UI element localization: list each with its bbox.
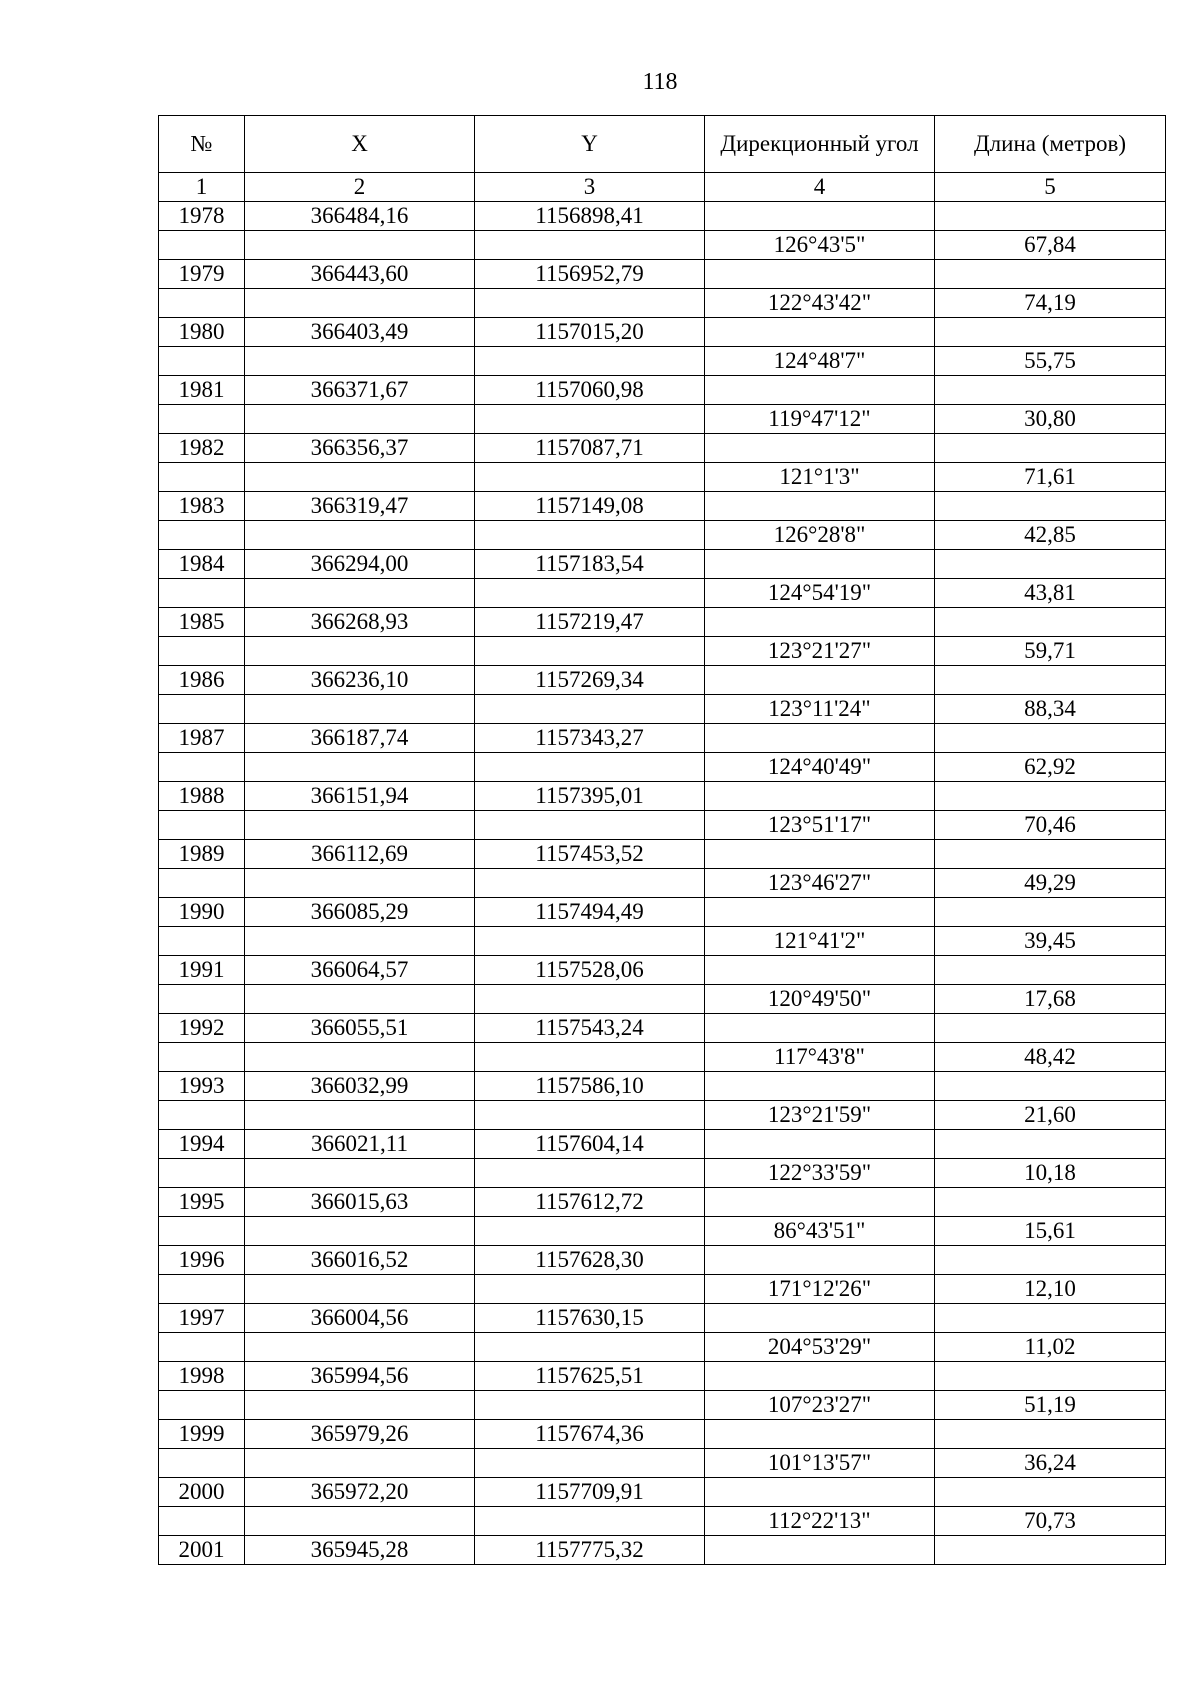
point-number-cell <box>159 637 245 666</box>
length-cell <box>935 318 1166 347</box>
length-cell <box>935 550 1166 579</box>
table-row <box>159 1246 1166 1275</box>
table-row <box>159 1159 1166 1188</box>
table-row <box>159 1420 1166 1449</box>
length-cell: 39,45 <box>935 927 1166 956</box>
table-row <box>159 318 1166 347</box>
point-number-cell <box>159 463 245 492</box>
x-coordinate-cell <box>245 927 475 956</box>
point-number-cell <box>159 579 245 608</box>
y-coordinate-cell: 1157709,91 <box>475 1478 705 1507</box>
y-coordinate-cell <box>475 463 705 492</box>
header-direction-angle: Дирекционный угол <box>705 116 935 173</box>
table-row <box>159 985 1166 1014</box>
direction-angle-cell <box>705 608 935 637</box>
direction-angle-cell: 121°41'2" <box>705 927 935 956</box>
table-row <box>159 666 1166 695</box>
y-coordinate-cell: 1157060,98 <box>475 376 705 405</box>
direction-angle-cell <box>705 1072 935 1101</box>
y-coordinate-cell <box>475 521 705 550</box>
length-cell <box>935 840 1166 869</box>
length-cell <box>935 1014 1166 1043</box>
length-cell: 70,46 <box>935 811 1166 840</box>
x-coordinate-cell <box>245 289 475 318</box>
y-coordinate-cell: 1157775,32 <box>475 1536 705 1565</box>
point-number-cell: 1979 <box>159 260 245 289</box>
point-number-cell: 1985 <box>159 608 245 637</box>
y-coordinate-cell: 1156952,79 <box>475 260 705 289</box>
length-cell: 43,81 <box>935 579 1166 608</box>
x-coordinate-cell: 366356,37 <box>245 434 475 463</box>
direction-angle-cell: 123°21'59" <box>705 1101 935 1130</box>
length-cell <box>935 724 1166 753</box>
x-coordinate-cell <box>245 1507 475 1536</box>
direction-angle-cell <box>705 318 935 347</box>
x-coordinate-cell: 365945,28 <box>245 1536 475 1565</box>
x-coordinate-cell: 366064,57 <box>245 956 475 985</box>
table-row <box>159 869 1166 898</box>
point-number-cell: 1987 <box>159 724 245 753</box>
x-coordinate-cell: 366021,11 <box>245 1130 475 1159</box>
direction-angle-cell: 123°21'27" <box>705 637 935 666</box>
direction-angle-cell: 119°47'12" <box>705 405 935 434</box>
table-row <box>159 1304 1166 1333</box>
y-coordinate-cell <box>475 1333 705 1362</box>
direction-angle-cell: 101°13'57" <box>705 1449 935 1478</box>
y-coordinate-cell <box>475 289 705 318</box>
y-coordinate-cell <box>475 1275 705 1304</box>
direction-angle-cell <box>705 840 935 869</box>
x-coordinate-cell: 366187,74 <box>245 724 475 753</box>
direction-angle-cell: 123°11'24" <box>705 695 935 724</box>
direction-angle-cell <box>705 1420 935 1449</box>
direction-angle-cell: 121°1'3" <box>705 463 935 492</box>
x-coordinate-cell <box>245 1391 475 1420</box>
y-coordinate-cell: 1157674,36 <box>475 1420 705 1449</box>
x-coordinate-cell <box>245 869 475 898</box>
direction-angle-cell: 86°43'51" <box>705 1217 935 1246</box>
x-coordinate-cell <box>245 1043 475 1072</box>
page-number: 118 <box>642 69 678 95</box>
length-cell <box>935 1536 1166 1565</box>
table-row <box>159 840 1166 869</box>
x-coordinate-cell <box>245 463 475 492</box>
table-row <box>159 724 1166 753</box>
length-cell: 30,80 <box>935 405 1166 434</box>
x-coordinate-cell: 366085,29 <box>245 898 475 927</box>
y-coordinate-cell <box>475 579 705 608</box>
y-coordinate-cell: 1157586,10 <box>475 1072 705 1101</box>
y-coordinate-cell: 1157219,47 <box>475 608 705 637</box>
y-coordinate-cell: 1157543,24 <box>475 1014 705 1043</box>
y-coordinate-cell <box>475 869 705 898</box>
column-number: 4 <box>705 173 935 202</box>
y-coordinate-cell <box>475 985 705 1014</box>
table-row <box>159 1130 1166 1159</box>
length-cell: 70,73 <box>935 1507 1166 1536</box>
length-cell: 55,75 <box>935 347 1166 376</box>
table-row <box>159 231 1166 260</box>
y-coordinate-cell <box>475 1391 705 1420</box>
y-coordinate-cell: 1157494,49 <box>475 898 705 927</box>
point-number-cell <box>159 869 245 898</box>
y-coordinate-cell <box>475 1507 705 1536</box>
table-row <box>159 202 1166 231</box>
point-number-cell: 1984 <box>159 550 245 579</box>
column-number-row <box>159 173 1166 202</box>
table-row <box>159 463 1166 492</box>
length-cell <box>935 1188 1166 1217</box>
table-row <box>159 898 1166 927</box>
x-coordinate-cell <box>245 1275 475 1304</box>
direction-angle-cell <box>705 1246 935 1275</box>
length-cell <box>935 1304 1166 1333</box>
y-coordinate-cell: 1157183,54 <box>475 550 705 579</box>
direction-angle-cell: 112°22'13" <box>705 1507 935 1536</box>
length-cell <box>935 1130 1166 1159</box>
point-number-cell <box>159 1101 245 1130</box>
direction-angle-cell: 120°49'50" <box>705 985 935 1014</box>
length-cell <box>935 1362 1166 1391</box>
x-coordinate-cell: 366403,49 <box>245 318 475 347</box>
point-number-cell: 1992 <box>159 1014 245 1043</box>
point-number-cell <box>159 695 245 724</box>
table-row <box>159 1362 1166 1391</box>
x-coordinate-cell <box>245 811 475 840</box>
y-coordinate-cell: 1157015,20 <box>475 318 705 347</box>
direction-angle-cell <box>705 376 935 405</box>
y-coordinate-cell <box>475 1449 705 1478</box>
y-coordinate-cell: 1157269,34 <box>475 666 705 695</box>
length-cell <box>935 956 1166 985</box>
header-y: Y <box>475 116 705 173</box>
y-coordinate-cell <box>475 1217 705 1246</box>
point-number-cell <box>159 405 245 434</box>
table-body <box>159 202 1166 1565</box>
direction-angle-cell <box>705 782 935 811</box>
y-coordinate-cell: 1157604,14 <box>475 1130 705 1159</box>
y-coordinate-cell: 1156898,41 <box>475 202 705 231</box>
point-number-cell <box>159 985 245 1014</box>
length-cell: 17,68 <box>935 985 1166 1014</box>
x-coordinate-cell: 366319,47 <box>245 492 475 521</box>
x-coordinate-cell: 366294,00 <box>245 550 475 579</box>
length-cell <box>935 492 1166 521</box>
direction-angle-cell: 123°51'17" <box>705 811 935 840</box>
y-coordinate-cell <box>475 231 705 260</box>
length-cell <box>935 1246 1166 1275</box>
table-row <box>159 1536 1166 1565</box>
point-number-cell <box>159 1391 245 1420</box>
x-coordinate-cell <box>245 1101 475 1130</box>
direction-angle-cell: 124°40'49" <box>705 753 935 782</box>
x-coordinate-cell: 366371,67 <box>245 376 475 405</box>
point-number-cell: 1988 <box>159 782 245 811</box>
length-cell: 49,29 <box>935 869 1166 898</box>
length-cell <box>935 666 1166 695</box>
point-number-cell <box>159 753 245 782</box>
x-coordinate-cell <box>245 637 475 666</box>
header-x: X <box>245 116 475 173</box>
point-number-cell: 1978 <box>159 202 245 231</box>
y-coordinate-cell: 1157628,30 <box>475 1246 705 1275</box>
length-cell <box>935 260 1166 289</box>
point-number-cell <box>159 347 245 376</box>
x-coordinate-cell: 365994,56 <box>245 1362 475 1391</box>
direction-angle-cell: 123°46'27" <box>705 869 935 898</box>
x-coordinate-cell: 365972,20 <box>245 1478 475 1507</box>
x-coordinate-cell <box>245 579 475 608</box>
length-cell <box>935 898 1166 927</box>
length-cell: 42,85 <box>935 521 1166 550</box>
table-row <box>159 1275 1166 1304</box>
column-number: 5 <box>935 173 1166 202</box>
length-cell <box>935 1072 1166 1101</box>
y-coordinate-cell <box>475 927 705 956</box>
direction-angle-cell <box>705 724 935 753</box>
table-row <box>159 1014 1166 1043</box>
x-coordinate-cell: 365979,26 <box>245 1420 475 1449</box>
x-coordinate-cell: 366016,52 <box>245 1246 475 1275</box>
table-row <box>159 1507 1166 1536</box>
length-cell: 12,10 <box>935 1275 1166 1304</box>
x-coordinate-cell <box>245 985 475 1014</box>
y-coordinate-cell: 1157625,51 <box>475 1362 705 1391</box>
point-number-cell <box>159 1333 245 1362</box>
point-number-cell <box>159 1449 245 1478</box>
table-row <box>159 1043 1166 1072</box>
x-coordinate-cell: 366268,93 <box>245 608 475 637</box>
direction-angle-cell <box>705 1478 935 1507</box>
x-coordinate-cell <box>245 695 475 724</box>
x-coordinate-cell <box>245 1449 475 1478</box>
point-number-cell <box>159 1507 245 1536</box>
x-coordinate-cell: 366484,16 <box>245 202 475 231</box>
point-number-cell <box>159 1043 245 1072</box>
point-number-cell <box>159 1275 245 1304</box>
direction-angle-cell <box>705 1536 935 1565</box>
point-number-cell <box>159 1217 245 1246</box>
length-cell: 71,61 <box>935 463 1166 492</box>
x-coordinate-cell <box>245 347 475 376</box>
y-coordinate-cell: 1157149,08 <box>475 492 705 521</box>
x-coordinate-cell <box>245 1333 475 1362</box>
table-row <box>159 1072 1166 1101</box>
x-coordinate-cell: 366112,69 <box>245 840 475 869</box>
direction-angle-cell <box>705 1188 935 1217</box>
direction-angle-cell <box>705 202 935 231</box>
direction-angle-cell <box>705 956 935 985</box>
point-number-cell: 1989 <box>159 840 245 869</box>
y-coordinate-cell <box>475 347 705 376</box>
table-row <box>159 579 1166 608</box>
table-header-row <box>159 116 1166 173</box>
point-number-cell <box>159 927 245 956</box>
table-row <box>159 1333 1166 1362</box>
table-row <box>159 753 1166 782</box>
direction-angle-cell <box>705 492 935 521</box>
length-cell: 67,84 <box>935 231 1166 260</box>
table-row <box>159 1478 1166 1507</box>
y-coordinate-cell <box>475 1159 705 1188</box>
y-coordinate-cell: 1157395,01 <box>475 782 705 811</box>
table-row <box>159 434 1166 463</box>
length-cell <box>935 376 1166 405</box>
x-coordinate-cell: 366055,51 <box>245 1014 475 1043</box>
direction-angle-cell: 204°53'29" <box>705 1333 935 1362</box>
length-cell: 62,92 <box>935 753 1166 782</box>
point-number-cell: 1996 <box>159 1246 245 1275</box>
direction-angle-cell <box>705 1304 935 1333</box>
table-row <box>159 492 1166 521</box>
table-row <box>159 927 1166 956</box>
direction-angle-cell: 107°23'27" <box>705 1391 935 1420</box>
point-number-cell: 2001 <box>159 1536 245 1565</box>
point-number-cell: 1991 <box>159 956 245 985</box>
y-coordinate-cell <box>475 1101 705 1130</box>
direction-angle-cell: 126°43'5" <box>705 231 935 260</box>
table-row <box>159 1217 1166 1246</box>
direction-angle-cell: 117°43'8" <box>705 1043 935 1072</box>
point-number-cell <box>159 1159 245 1188</box>
length-cell: 21,60 <box>935 1101 1166 1130</box>
table-row <box>159 376 1166 405</box>
direction-angle-cell <box>705 666 935 695</box>
x-coordinate-cell <box>245 1217 475 1246</box>
column-number: 2 <box>245 173 475 202</box>
y-coordinate-cell <box>475 811 705 840</box>
x-coordinate-cell: 366032,99 <box>245 1072 475 1101</box>
y-coordinate-cell: 1157612,72 <box>475 1188 705 1217</box>
x-coordinate-cell: 366004,56 <box>245 1304 475 1333</box>
point-number-cell: 1997 <box>159 1304 245 1333</box>
point-number-cell <box>159 521 245 550</box>
table-row <box>159 260 1166 289</box>
y-coordinate-cell: 1157528,06 <box>475 956 705 985</box>
length-cell <box>935 608 1166 637</box>
direction-angle-cell <box>705 434 935 463</box>
y-coordinate-cell <box>475 753 705 782</box>
table-row <box>159 1449 1166 1478</box>
length-cell: 11,02 <box>935 1333 1166 1362</box>
direction-angle-cell <box>705 260 935 289</box>
x-coordinate-cell <box>245 1159 475 1188</box>
length-cell: 36,24 <box>935 1449 1166 1478</box>
table-row <box>159 811 1166 840</box>
table-row <box>159 695 1166 724</box>
direction-angle-cell: 126°28'8" <box>705 521 935 550</box>
y-coordinate-cell <box>475 405 705 434</box>
table-row <box>159 1188 1166 1217</box>
x-coordinate-cell <box>245 231 475 260</box>
point-number-cell: 1993 <box>159 1072 245 1101</box>
length-cell <box>935 1420 1166 1449</box>
point-number-cell: 2000 <box>159 1478 245 1507</box>
point-number-cell: 1986 <box>159 666 245 695</box>
y-coordinate-cell: 1157630,15 <box>475 1304 705 1333</box>
x-coordinate-cell: 366015,63 <box>245 1188 475 1217</box>
table-row <box>159 405 1166 434</box>
direction-angle-cell: 122°33'59" <box>705 1159 935 1188</box>
y-coordinate-cell <box>475 695 705 724</box>
table-row <box>159 637 1166 666</box>
header-number: № <box>159 116 245 173</box>
x-coordinate-cell <box>245 753 475 782</box>
table-row <box>159 521 1166 550</box>
point-number-cell <box>159 811 245 840</box>
length-cell: 15,61 <box>935 1217 1166 1246</box>
x-coordinate-cell: 366443,60 <box>245 260 475 289</box>
direction-angle-cell: 122°43'42" <box>705 289 935 318</box>
table-row <box>159 1101 1166 1130</box>
length-cell: 51,19 <box>935 1391 1166 1420</box>
y-coordinate-cell: 1157453,52 <box>475 840 705 869</box>
length-cell: 74,19 <box>935 289 1166 318</box>
direction-angle-cell: 124°54'19" <box>705 579 935 608</box>
x-coordinate-cell <box>245 521 475 550</box>
point-number-cell: 1999 <box>159 1420 245 1449</box>
x-coordinate-cell: 366236,10 <box>245 666 475 695</box>
direction-angle-cell <box>705 550 935 579</box>
direction-angle-cell <box>705 1362 935 1391</box>
point-number-cell: 1994 <box>159 1130 245 1159</box>
table-row <box>159 608 1166 637</box>
point-number-cell: 1980 <box>159 318 245 347</box>
x-coordinate-cell <box>245 405 475 434</box>
table-row <box>159 347 1166 376</box>
point-number-cell: 1995 <box>159 1188 245 1217</box>
point-number-cell: 1983 <box>159 492 245 521</box>
length-cell <box>935 1478 1166 1507</box>
point-number-cell: 1990 <box>159 898 245 927</box>
header-length: Длина (метров) <box>935 116 1166 173</box>
column-number: 1 <box>159 173 245 202</box>
coordinates-table <box>158 115 1166 1565</box>
length-cell <box>935 782 1166 811</box>
table-row <box>159 550 1166 579</box>
table-row <box>159 289 1166 318</box>
length-cell: 88,34 <box>935 695 1166 724</box>
direction-angle-cell <box>705 1014 935 1043</box>
table-row <box>159 1391 1166 1420</box>
direction-angle-cell <box>705 1130 935 1159</box>
column-number: 3 <box>475 173 705 202</box>
length-cell: 59,71 <box>935 637 1166 666</box>
table-row <box>159 956 1166 985</box>
length-cell <box>935 202 1166 231</box>
length-cell: 48,42 <box>935 1043 1166 1072</box>
direction-angle-cell: 171°12'26" <box>705 1275 935 1304</box>
x-coordinate-cell: 366151,94 <box>245 782 475 811</box>
y-coordinate-cell <box>475 1043 705 1072</box>
point-number-cell: 1981 <box>159 376 245 405</box>
y-coordinate-cell: 1157343,27 <box>475 724 705 753</box>
point-number-cell: 1998 <box>159 1362 245 1391</box>
y-coordinate-cell <box>475 637 705 666</box>
point-number-cell <box>159 289 245 318</box>
direction-angle-cell: 124°48'7" <box>705 347 935 376</box>
point-number-cell <box>159 231 245 260</box>
point-number-cell: 1982 <box>159 434 245 463</box>
direction-angle-cell <box>705 898 935 927</box>
length-cell <box>935 434 1166 463</box>
y-coordinate-cell: 1157087,71 <box>475 434 705 463</box>
table-row <box>159 782 1166 811</box>
length-cell: 10,18 <box>935 1159 1166 1188</box>
